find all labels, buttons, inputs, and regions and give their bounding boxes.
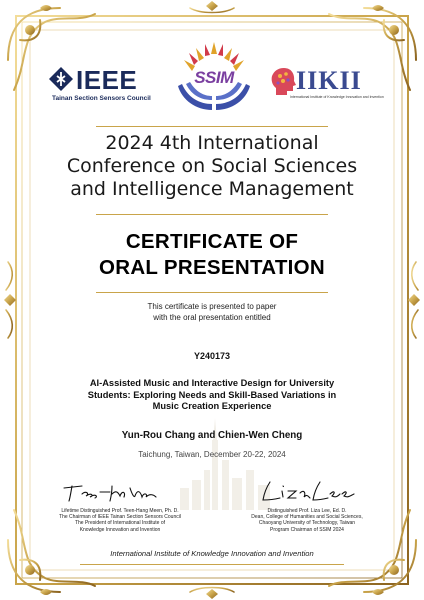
signatory-line: Program Chairman of SSIM 2024 bbox=[270, 526, 344, 533]
signatory-line: Chaoyang University of Technology, Taiwan bbox=[258, 520, 356, 527]
iikii-subtitle: International Institute of Knowledge Innovation and Invention bbox=[290, 95, 384, 99]
ieee-diamond-icon bbox=[48, 66, 74, 92]
signatory-line: Dean, College of Humanities and Social Sciences, bbox=[251, 514, 363, 521]
iikii-wordmark: IIKII bbox=[296, 66, 362, 95]
signatory-line: Distinguished Prof. Liza Lee, Ed. D. bbox=[267, 508, 347, 514]
ssim-wordmark: SSIM bbox=[194, 68, 234, 87]
conference-title bbox=[0, 132, 424, 201]
venue-date: Taichung, Taiwan, December 20-22, 2024 bbox=[138, 450, 286, 459]
title-divider bbox=[96, 214, 328, 215]
signatory-line: Knowledge Innovation and Invention bbox=[79, 526, 161, 533]
iikii-logo bbox=[270, 66, 384, 106]
certificate-title-line: CERTIFICATE OF bbox=[125, 230, 299, 253]
paper-title-line: Students: Exploring Needs and Skill-Based Variations in bbox=[87, 389, 337, 400]
conference-title-line: and Intelligence Management bbox=[70, 178, 354, 200]
certificate-title bbox=[0, 229, 424, 281]
ssim-logo bbox=[172, 40, 256, 116]
paper-title bbox=[0, 378, 424, 413]
intro-line: This certificate is presented to paper bbox=[147, 302, 277, 311]
conference-title-line: Conference on Social Sciences bbox=[66, 155, 358, 177]
authors: Yun-Rou Chang and Chien-Wen Cheng bbox=[121, 430, 303, 441]
ieee-logo bbox=[48, 64, 158, 104]
footer-institute: International Institute of Knowledge Innovation and Invention bbox=[110, 549, 314, 558]
conference-title-line: 2024 4th International bbox=[105, 132, 319, 154]
intro-line: with the oral presentation entitled bbox=[153, 313, 271, 322]
signatory-right-caption bbox=[232, 508, 382, 533]
paper-title-line: AI-Assisted Music and Interactive Design for University bbox=[89, 378, 335, 388]
heading-divider bbox=[96, 292, 328, 293]
signatory-left-caption bbox=[40, 508, 200, 533]
signatory-line: The Chairman of IEEE Tainan Section Sensors Council bbox=[59, 514, 181, 521]
signatory-line: Lifetime Distinguished Prof. Teen-Hang Meen, Ph. D. bbox=[61, 508, 179, 514]
paper-id: Y240173 bbox=[193, 351, 231, 361]
paper-title-line: Music Creation Experience bbox=[152, 401, 272, 411]
intro-text bbox=[0, 301, 424, 323]
signature-lee bbox=[258, 478, 358, 504]
top-divider bbox=[96, 126, 328, 127]
signatory-line: The President of International Institute of bbox=[74, 520, 166, 527]
signature-meen bbox=[60, 480, 160, 504]
ieee-wordmark: IEEE bbox=[76, 65, 138, 95]
footer-divider bbox=[80, 564, 344, 565]
certificate-title-line: ORAL PRESENTATION bbox=[98, 256, 326, 279]
ieee-subtitle: Tainan Section Sensors Council bbox=[52, 95, 151, 102]
iikii-head-icon bbox=[270, 66, 296, 96]
